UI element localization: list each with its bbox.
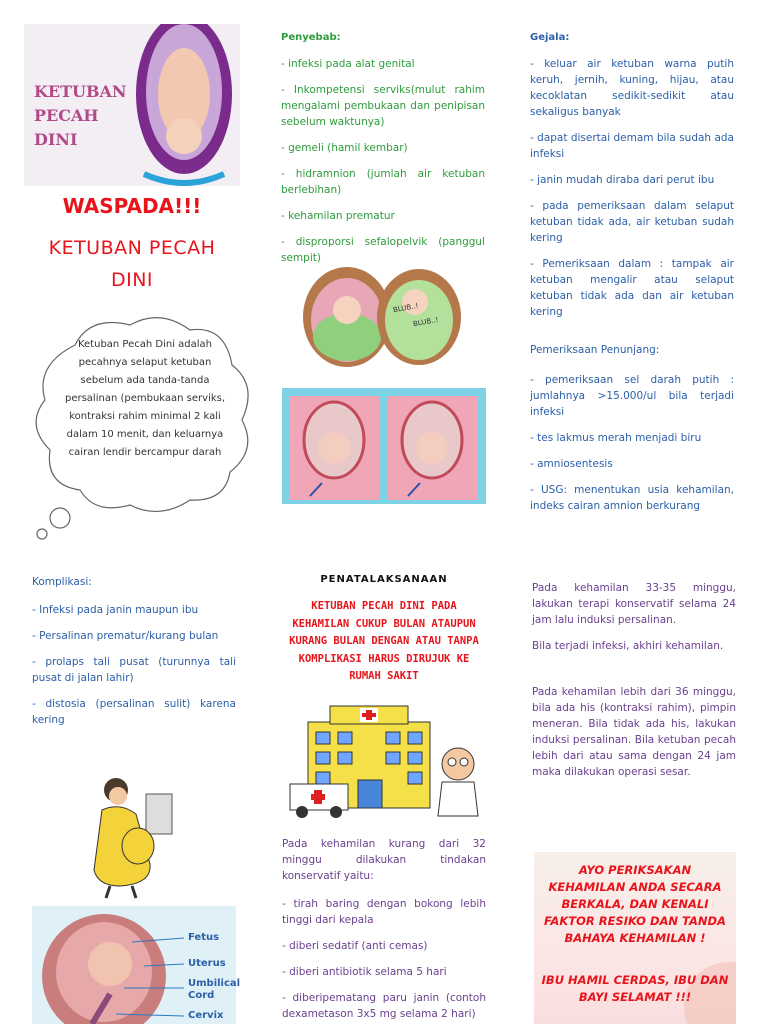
penatalaksanaan-highlight: KETUBAN PECAH DINI PADA KEHAMILAN CUKUP BULAN ATAUPUN KURANG BULAN DENGAN ATAU TANPA KOMPLIKASI HARUS DIRUJUK KE RUMAH SAKIT [289, 600, 479, 682]
konservatif-item: - diberi sedatif (anti cemas) [282, 940, 428, 952]
konservatif-item: - diberi antibiotik selama 5 hari [282, 966, 447, 978]
hospital-illustration [286, 704, 486, 820]
penyebab-item: - Inkompetensi serviks(mulut rahim mengalami pembukaan dan penipisan sebelum waktunya) [281, 84, 485, 128]
anatomy-illustration [32, 906, 241, 1024]
penunjang-item: - pemeriksaan sel darah putih : jumlahnya >15.000/ul bila terjadi infeksi [530, 374, 734, 418]
rupture-membrane-illustration [282, 388, 486, 504]
penyebab-item: - hidramnion (jumlah air ketuban berlebihan) [281, 168, 485, 196]
gejala-section [530, 30, 734, 524]
penyebab-item: - kehamilan prematur [281, 210, 395, 222]
definition-text: Ketuban Pecah Dini adalah pecahnya selaput ketuban sebelum ada tanda-tanda persalinan (pembukaan serviks, kontraksi rahim minimal 2 kali dalam 10 menit, dan keluarnya cairan lendir bercampur darah [64, 339, 226, 458]
gejala-item: - pada pemeriksaan dalam selaput ketuban tidak ada, air ketuban sudah kering [530, 200, 734, 244]
penunjang-item: - amniosentesis [530, 458, 613, 470]
penatalaksanaan-title: PENATALAKSANAAN [320, 574, 448, 585]
anatomy-label-umbilical-cord: Umbilical Cord [188, 978, 241, 1001]
lanjutan-paragraph: Bila terjadi infeksi, akhiri kehamilan. [532, 640, 724, 652]
gejala-title: Gejala: [530, 32, 570, 43]
gejala-item: - dapat disertai demam bila sudah ada infeksi [530, 132, 734, 160]
lanjutan-section [532, 580, 736, 790]
penunjang-item: - USG: menentukan usia kehamilan, indeks cairan amnion berkurang [530, 484, 734, 512]
penyebab-item: - infeksi pada alat genital [281, 58, 415, 70]
headline-title: KETUBAN PECAH DINI [48, 237, 216, 291]
penunjang-title: Pemeriksaan Penunjang: [530, 344, 660, 356]
gejala-item: - Pemeriksaan dalam : tampak air ketuban mengalir atau selaput ketuban tidak ada dan air ketuban kering [530, 258, 734, 318]
definition-cloud [20, 310, 260, 540]
penunjang-item: - tes lakmus merah menjadi biru [530, 432, 702, 444]
anatomy-label-uterus: Uterus [188, 958, 226, 969]
lanjutan-paragraph: Pada kehamilan 33-35 minggu, lakukan terapi konservatif selama 24 jam lalu induksi persalinan. [532, 582, 736, 626]
headline-waspada: WASPADA!!! [62, 194, 202, 218]
komplikasi-item: - Infeksi pada janin maupun ibu [32, 604, 199, 616]
konservatif-item: - tirah baring dengan bokong lebih tinggi dari kepala [282, 898, 486, 926]
gejala-item: - janin mudah diraba dari perut ibu [530, 174, 715, 186]
konservatif-intro: Pada kehamilan kurang dari 32 minggu dilakukan tindakan konservatif yaitu: [282, 838, 486, 882]
awareness-banner [534, 852, 736, 1024]
penyebab-title: Penyebab: [281, 32, 341, 43]
penyebab-item: - disproporsi sefalopelvik (panggul sempit) [281, 236, 485, 264]
konservatif-section [282, 836, 486, 1032]
anatomy-label-cervix: Cervix [188, 1010, 224, 1021]
banner-message: AYO PERIKSAKAN KEHAMILAN ANDA SECARA BERKALA, DAN KENALI FAKTOR RESIKO DAN TANDA BAHAYA KEHAMILAN ! [544, 863, 726, 945]
babies-in-amniotic-sac-illustration [295, 262, 465, 372]
komplikasi-title: Komplikasi: [32, 576, 92, 588]
konservatif-item: - diberipematang paru janin (contoh dexametason 3x5 mg selama 2 hari) [282, 992, 486, 1020]
lanjutan-paragraph: Pada kehamilan lebih dari 36 minggu, bila ada his (kontraksi rahim), pimpin meneran. Bila tidak ada his, lakukan induksi persalinan. Bila ketuban pecah lebih dari atau sama dengan 24 jam maka dilakukan operasi sesar. [532, 686, 736, 778]
gejala-item: - keluar air ketuban warna putih keruh, jernih, kuning, hijau, atau kecoklatan sedikit-sedikit atau sekaligus banyak [530, 58, 734, 118]
komplikasi-section [32, 574, 236, 738]
penyebab-item: - gemeli (hamil kembar) [281, 142, 408, 154]
komplikasi-item: - Persalinan prematur/kurang bulan [32, 630, 219, 642]
penyebab-section [281, 30, 485, 276]
bubble-label: BLUB..! [412, 315, 440, 329]
bubble-label: BLUB..! [392, 301, 420, 315]
cover-image-title: KETUBAN PECAH DINI [34, 82, 127, 149]
komplikasi-item: - distosia (persalinan sulit) karena kering [32, 698, 236, 726]
banner-slogan: IBU HAMIL CERDAS, IBU DAN BAYI SELAMAT !!! [541, 973, 729, 1004]
anatomy-label-fetus: Fetus [188, 932, 220, 943]
komplikasi-item: - prolaps tali pusat (turunnya tali pusat di jalan lahir) [32, 656, 236, 684]
pregnant-woman-illustration [80, 774, 190, 900]
cover-illustration [24, 24, 240, 186]
